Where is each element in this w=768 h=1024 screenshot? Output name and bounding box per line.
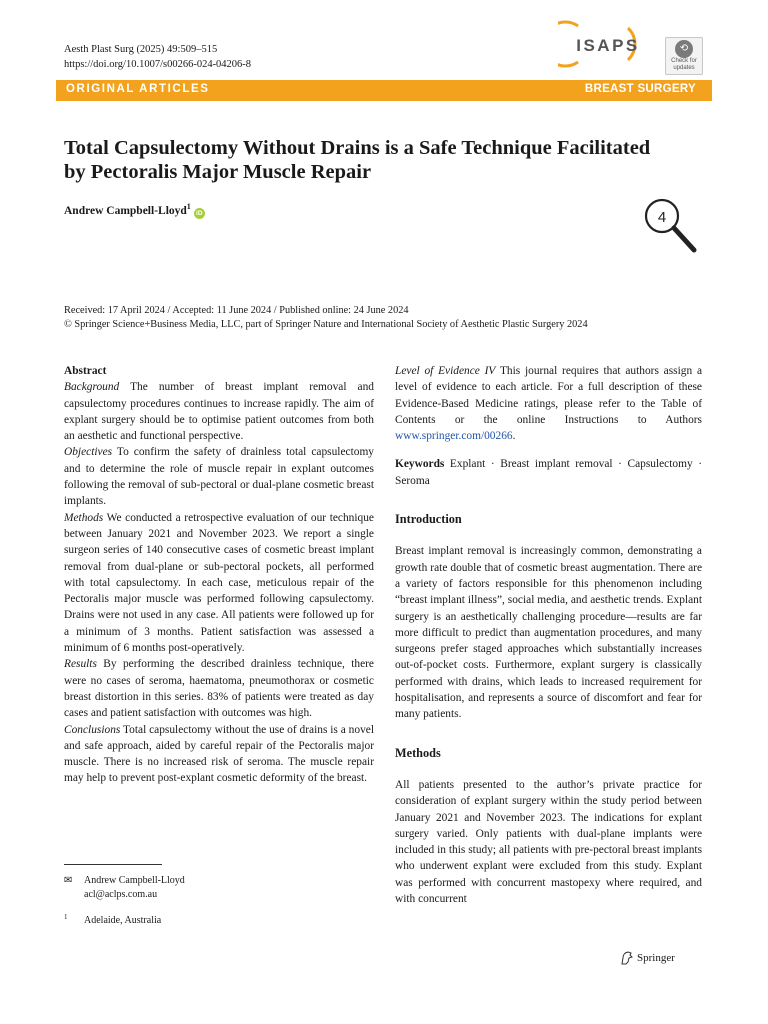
methods-body-text: All patients presented to the author’s private practice for consideration of explant surgery within the study period between January 2021 and November 2023. The indications for explant surgery varied. Only patients with dual-plane implants were included in this study; all patients with pre-pectoral breast implants who underwent explant were excluded from this study. Explant was performed with concurrent mastopexy where required, and with concurrent (395, 778, 702, 906)
conclusions-label: Conclusions (64, 723, 121, 736)
footnote-divider (64, 864, 162, 865)
corresponding-author-name: Andrew Campbell-Lloyd (84, 875, 185, 886)
abstract-heading: Abstract (64, 365, 107, 377)
introduction-text: Breast implant removal is increasingly common, demonstrating a growth rate double that of cosmetic breast augmentation. There are a variety of factors responsible for this phenomenon including “breast implant illness”, social media, and aesthetic trends. Explant surgery is an aesthetically challenging procedure—results are far more difficult to predict than augmentation procedures, and many surgeons prefer staged approaches which substantially increases out-of-pocket costs. Furthermore, explant surgery is classically performed with drains, which leads to increased requirement for hospitalisation, and represents a source of discomfort and fear for many patients. (395, 545, 702, 721)
check-updates-line1: Check for (671, 58, 697, 64)
objectives-text: To confirm the safety of drainless total capsulectomy and to determine the role of muscle repair in explant outcomes following the removal of sub-pectoral or dual-plane cosmetic breast implants. (64, 446, 374, 508)
abstract-column (64, 363, 374, 787)
abstract-results (64, 656, 374, 721)
methods-text: We conducted a retrospective evaluation of our technique between January 2021 and November 2023. We report a single surgeon series of 140 consecutive cases of cosmetic breast implant removal from dual-plane or sub-pectoral pockets, all performed with total capsulectomy. In each case, meticulous repair of the Pectoralis major muscle was performed following capsulectomy. Drains were not used in any case. All patients were followed up for a minimum of 3 months. Patient satisfaction was assessed a minimum of 6 months post-operatively. (64, 511, 374, 655)
publication-dates (64, 304, 588, 332)
loe-link[interactable]: www.springer.com/00266 (395, 430, 513, 443)
envelope-icon: ✉ (64, 875, 73, 886)
author-affiliation-mark: 1 (186, 202, 191, 211)
author-name[interactable]: Andrew Campbell-Lloyd (64, 204, 187, 217)
objectives-label: Objectives (64, 446, 113, 459)
introduction-heading: Introduction (395, 512, 462, 527)
abstract-objectives (64, 444, 374, 509)
abstract-methods (64, 510, 374, 657)
section-banner (56, 80, 712, 101)
isaps-logo (558, 20, 658, 68)
methods-heading: Methods (395, 745, 441, 760)
correspondence-footnote (64, 874, 185, 930)
bookmark-icon: ⟲ (675, 40, 693, 58)
loe-label: Level of Evidence IV (395, 365, 496, 377)
results-label: Results (64, 658, 97, 671)
keywords-label: Keywords (395, 458, 445, 471)
abstract-background (64, 379, 374, 444)
copyright-line: © Springer Science+Business Media, LLC, part of Springer Nature and International Society of Aesthetic Plastic Surgery 2024 (64, 319, 588, 330)
check-for-updates-badge[interactable] (665, 37, 703, 75)
loe-end: . (512, 430, 516, 443)
conclusions-text: Total capsulectomy without the use of drains is a novel and safe approach, aided by careful repair of the Pectoralis major muscle. There is no increased risk of seroma. The muscle repair may help to prevent post-explant cosmetic deformity of the breast. (64, 723, 374, 785)
springer-footer (620, 951, 675, 965)
loe-text: This journal requires that authors assign a level of evidence to each article. For a full description of these Evidence-Based Medicine ratings, please refer to the Table of Contents or the online Instructions to Authors (395, 365, 702, 426)
journal-citation: Aesth Plast Surg (2025) 49:509–515 (64, 44, 218, 55)
received-accepted-line: Received: 17 April 2024 / Accepted: 11 June 2024 / Published online: 24 June 2024 (64, 305, 409, 316)
affiliation-text: Adelaide, Australia (84, 915, 162, 926)
banner-category: BREAST SURGERY (584, 83, 696, 95)
article-title: Total Capsulectomy Without Drains is a Safe Technique Facilitated by Pectoralis Major Muscle Repair (64, 137, 651, 183)
background-label: Background (64, 381, 120, 394)
journal-reference (64, 42, 251, 72)
level-of-evidence-paragraph (395, 363, 702, 444)
results-text: By performing the described drainless technique, there were no cases of seroma, haematoma, pneumothorax or cosmetic breast distortion in this series. 83% of patients were treated as day cases and patient satisfaction with outcomes was high. (64, 658, 374, 720)
level-of-evidence-badge: 4 (657, 209, 667, 226)
keywords-paragraph (395, 456, 702, 489)
corresponding-email[interactable]: acl@aclps.com.au (84, 889, 158, 900)
publisher-name: Springer (637, 952, 675, 964)
check-updates-line2: updates (673, 65, 695, 71)
background-text: The number of breast implant removal and capsulectomy procedures continues to increase rapidly. The aim of explant surgery should be to optimise patient outcomes from both an aesthetic and functional perspective. (64, 381, 374, 443)
isaps-logo-text: ISAPS (576, 36, 640, 55)
body-column (395, 363, 702, 907)
orcid-icon[interactable]: iD (194, 208, 205, 219)
doi-link[interactable]: https://doi.org/10.1007/s00266-024-04206-8 (64, 59, 252, 70)
magnifier-icon (636, 196, 700, 256)
springer-horse-icon (620, 951, 633, 965)
author-line (64, 202, 205, 219)
affiliation-number: 1 (64, 913, 68, 921)
methods-label: Methods (64, 511, 104, 524)
abstract-conclusions (64, 722, 374, 787)
keywords-text: Explant · Breast implant removal · Capsulectomy · Seroma (395, 458, 702, 487)
banner-article-type: ORIGINAL ARTICLES (66, 83, 210, 95)
